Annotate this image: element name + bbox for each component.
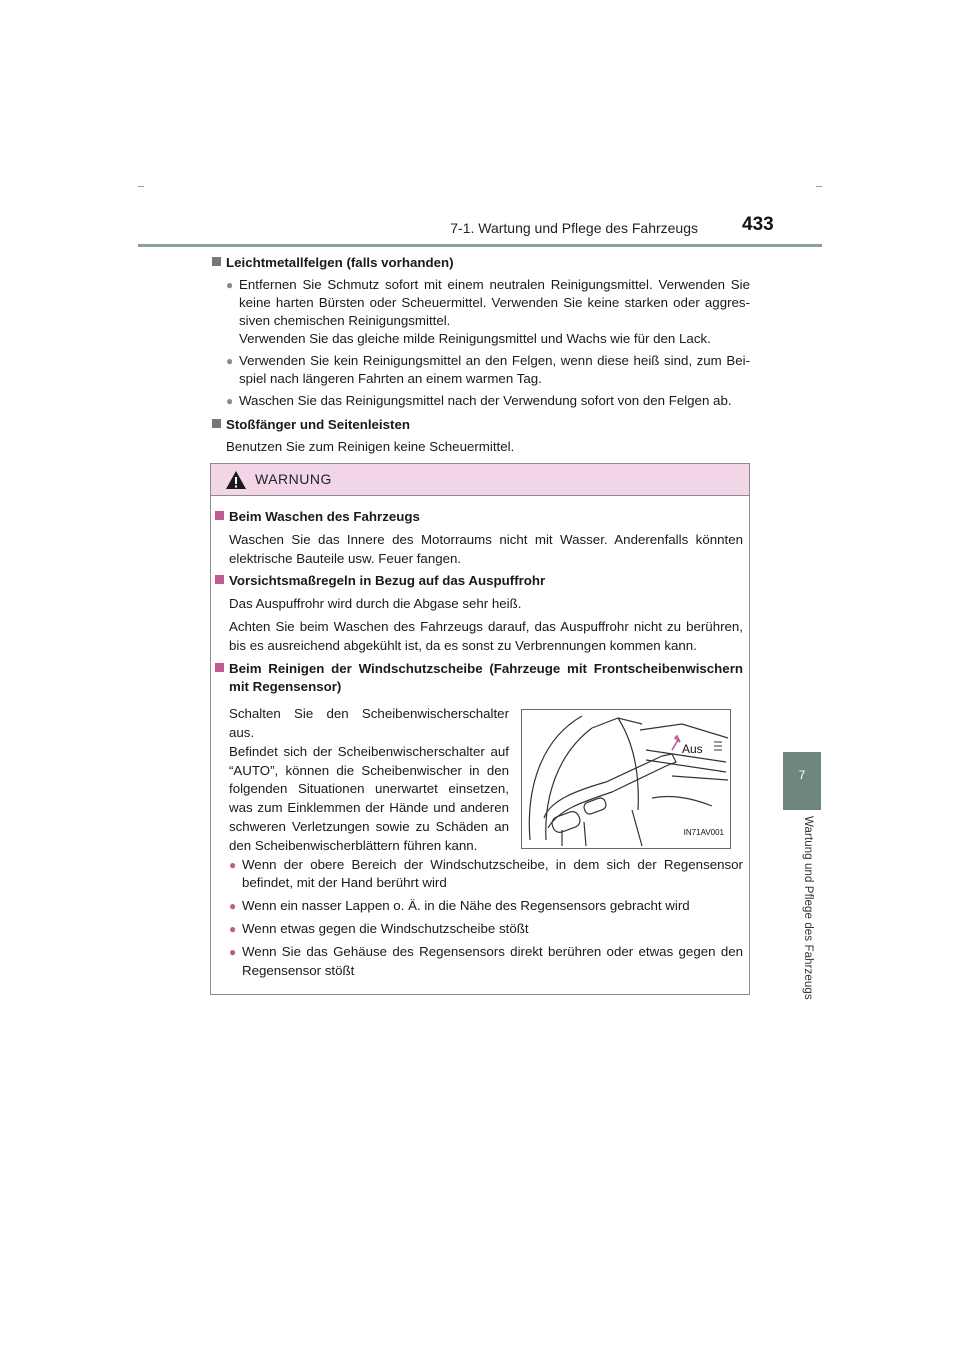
chapter-side-title: Wartung und Pflege des Fahrzeugs [802, 816, 814, 1000]
page-number: 433 [742, 214, 774, 235]
circle-bullet-icon: ● [229, 944, 237, 959]
header-rule [138, 244, 822, 247]
warning-triangle-icon [225, 470, 247, 490]
list-item: ● Wenn etwas gegen die Windschutzscheibe stößt [229, 920, 743, 939]
wiper-instruction-block: Schalten Sie den Scheibenwischerschalter aus. Befindet sich der Scheibenwischerschalter auf “AUTO”, können die Scheibenwischer in den folgenden Situationen unerwartet einsetzen, was zum Einklemmen der Hände und anderen schweren Verletzungen sowie zu Schäden an den Scheibenwischerblättern führen kann. Aus IN71AV001 [229, 705, 743, 855]
wiper-lever-illustration [521, 709, 731, 849]
warning-heading-auspuff: Vorsichtsmaßregeln in Bezug auf das Auspuffrohr [215, 572, 743, 591]
list-item: ● Wenn der obere Bereich der Windschutzscheibe, in dem sich der Regensensor befindet, mit der Hand berührt wird [229, 856, 743, 894]
list-item: ● Entfernen Sie Schmutz sofort mit einem neutralen Reinigungsmittel. Verwenden Sie keine harten Bürsten oder Scheuermittel. Verwenden Sie keine starken oder aggressiven chemischen Reinigungsmittel. Verwenden Sie das gleiche milde Reinigungsmittel und Wachs wie für den Lack. [226, 277, 750, 346]
warning-body [215, 508, 743, 984]
chapter-tab-number: 7 [798, 768, 806, 782]
warning-paragraph: Das Auspuffrohr wird durch die Abgase sehr heiß. [229, 596, 522, 612]
square-bullet-icon [215, 663, 224, 672]
list-item: ● Wenn ein nasser Lappen o. Ä. in die Nähe des Regensensors gebracht wird [229, 897, 743, 916]
figure-code: IN71AV001 [683, 828, 724, 838]
circle-bullet-icon: ● [226, 278, 234, 292]
square-bullet-icon [215, 511, 224, 520]
warning-paragraph: Achten Sie beim Waschen des Fahrzeugs darauf, das Auspuffrohr nicht zu berühren, bis es ausreichend abgekühlt ist, da es sonst zu Verbrennungen kommen kann. [229, 618, 743, 653]
circle-bullet-icon: ● [226, 394, 234, 408]
warning-label: WARNUNG [255, 471, 332, 487]
warning-heading-windschutz: Beim Reinigen der Windschutzscheibe (Fahrzeuge mit Frontscheibenwischern mit Regensensor) [215, 660, 743, 698]
figure-label-aus: Aus [682, 742, 703, 757]
circle-bullet-icon: ● [229, 921, 237, 936]
list-item: ● Wenn Sie das Gehäuse des Regensensors direkt berühren oder etwas gegen den Regensensor stößt [229, 943, 743, 981]
square-bullet-icon [212, 257, 221, 266]
circle-bullet-icon: ● [229, 857, 237, 872]
crop-mark-right [816, 186, 822, 187]
section-text: Benutzen Sie zum Reinigen keine Scheuermittel. [226, 439, 515, 454]
warning-heading-waschen: Beim Waschen des Fahrzeugs [215, 508, 743, 527]
list-item: ● Verwenden Sie kein Reinigungsmittel an den Felgen, wenn diese heiß sind, zum Beispiel nach längeren Fahrten an einem warmen Tag. [226, 353, 750, 386]
warning-header [211, 464, 749, 496]
list-item: ● Waschen Sie das Reinigungsmittel nach der Verwendung sofort von den Felgen ab. [226, 393, 732, 408]
circle-bullet-icon: ● [229, 899, 237, 914]
header-section-title: 7-1. Wartung und Pflege des Fahrzeugs [450, 220, 698, 236]
section-heading-felgen: Leichtmetallfelgen (falls vorhanden) [212, 254, 750, 272]
warning-box [210, 463, 750, 995]
square-bullet-icon [215, 575, 224, 584]
circle-bullet-icon: ● [226, 354, 234, 368]
crop-mark-left [138, 186, 144, 187]
section-heading-stossfaenger: Stoßfänger und Seitenleisten [212, 416, 750, 434]
warning-paragraph: Waschen Sie das Innere des Motorraums nicht mit Wasser. Anderenfalls könnten elektrische Bauteile usw. Feuer fangen. [229, 531, 743, 566]
square-bullet-icon [212, 419, 221, 428]
main-content [212, 254, 750, 460]
